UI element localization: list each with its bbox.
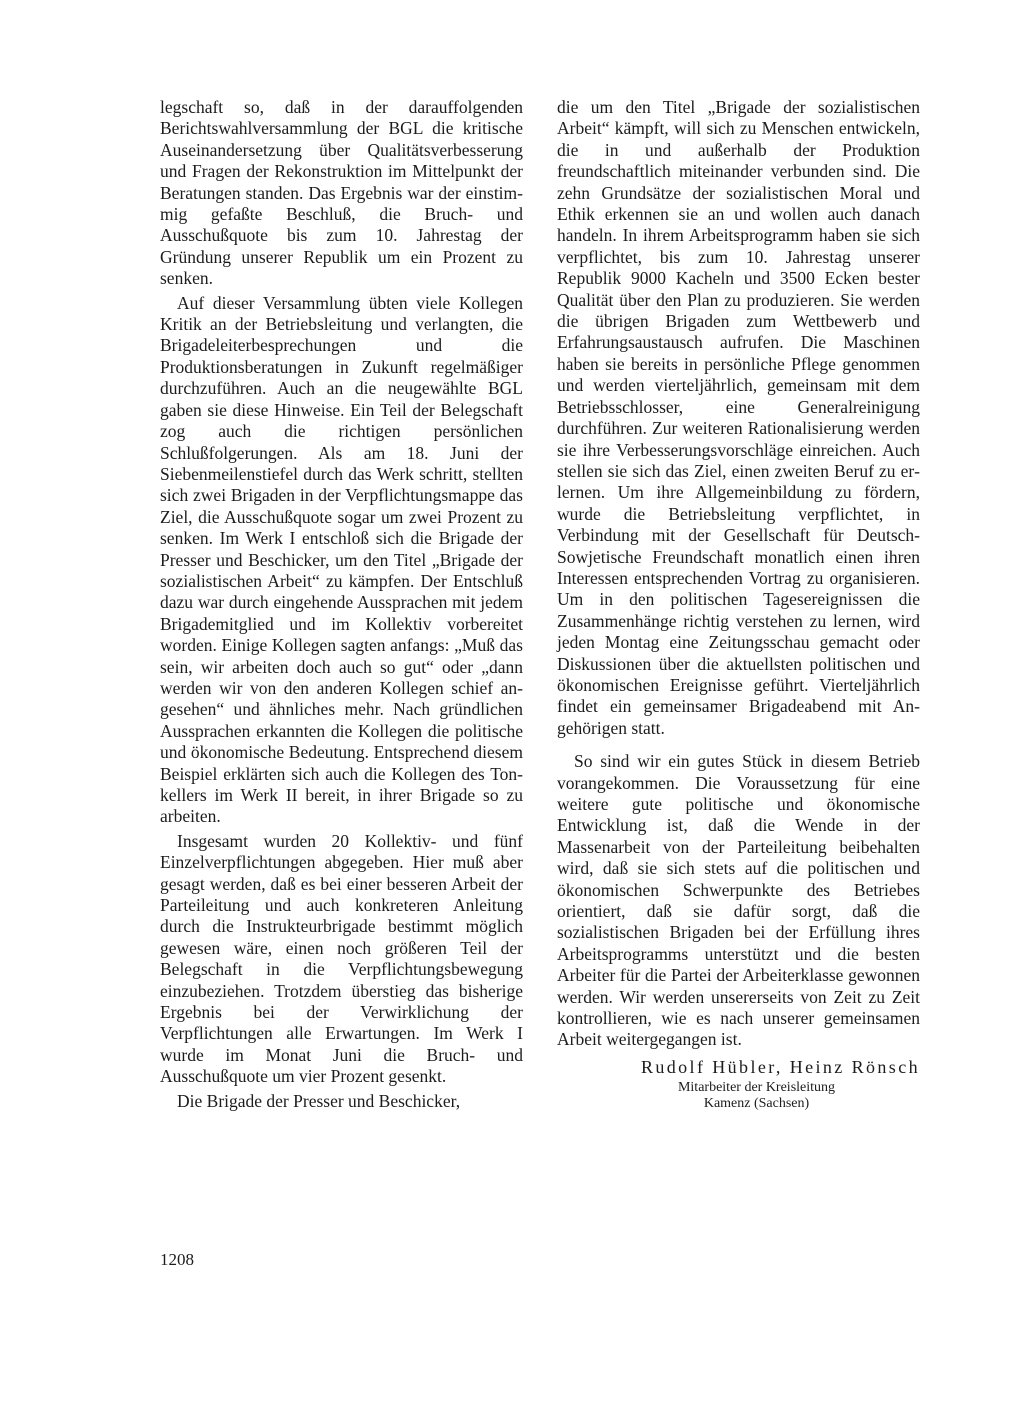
page-number: 1208 <box>160 1250 194 1269</box>
affiliation-line-1: Mitarbeiter der Kreisleitung <box>677 1080 836 1096</box>
right-column <box>557 97 920 1112</box>
paragraph-1: legschaft so, daß in der darauffolgenden Berichtswahlversammlung der BGL die kritische Auseinandersetzung über Qualitätsverbesserung und Fragen der Rekonstruktion im Mittelpunkt der Beratungen standen. Das Ergebnis war der einstimmig gefaßte Beschluß, die Bruch- und Ausschußquote bis zum 10. Jahrestag der Gründung unserer Republik um ein Prozent zu senken. <box>160 97 523 289</box>
paragraph-6: So sind wir ein gutes Stück in diesem Betrieb vorangekommen. Die Voraussetzung für eine weitere gute politische und ökonomische Entwicklung ist, daß die Wende in der Massenarbeit von der Parteileitung beibehalten wird, daß sie sich stets auf die politischen und ökonomischen Schwerpunkte des Betriebes orientiert, daß sie dafür sorgt, daß die sozialistischen Brigaden bei der Erfüllung ihres Arbeitsprogramms unterstützt und die besten Arbeiter für die Partei der Arbeiterklasse gewonnen werden. Wir werden unsererseits von Zeit zu Zeit kontrollieren, wie es nach unserer gemeinsamen Arbeit weitergegangen ist. <box>557 751 920 1050</box>
affiliation-line-2: Kamenz (Sachsen) <box>703 1096 810 1112</box>
paragraph-4: Die Brigade der Presser und Beschicker, <box>177 1090 461 1111</box>
left-column <box>160 97 523 1112</box>
author-signature: Rudolf Hübler, Heinz Rönsch <box>640 1056 920 1077</box>
paragraph-5: die um den Titel „Brigade der sozialistischen Arbeit“ kämpft, will sich zu Menschen entwickeln, die in und außerhalb der Produktion freundschaftlich miteinander verbunden sind. Die zehn Grundsätze der sozialistischen Moral und Ethik erkennen sie an und wollen auch danach handeln. In ihrem Arbeitsprogramm haben sie sich verpflichtet, bis zum 10. Jahrestag unserer Republik 9000 Kacheln und 3500 Ecken bester Qualität über den Plan zu produzieren. Sie werden die übrigen Brigaden zum Wettbewerb und Erfahrungsaustausch aufrufen. Die Maschinen haben sie bereits in persönliche Pflege genommen und werden vierteljährlich, gemeinsam mit dem Betriebsschlosser, eine Generalreinigung durchführen. Zur weiteren Rationalisierung werden sie ihre Verbesserungsvorschläge einreichen. Auch stellen sie sich das Ziel, einen zweiten Beruf zu erlernen. Um ihre Allgemeinbildung zu fördern, wurde die Betriebsleitung verpflichtet, in Verbindung mit der Gesellschaft für Deutsch-Sowjetische Freundschaft monatlich einen ihren Interessen entsprechenden Vortrag zu organisieren. Um in den politischen Tagesereignissen die Zusammenhänge richtig verstehen zu lernen, wird jeden Montag eine Zeitungsschau gemacht oder Diskussionen über die aktuellsten politischen und ökonomischen Ereignisse geführt. Vierteljährlich findet ein gemeinsamer Brigadeabend mit Angehörigen statt. <box>557 97 920 738</box>
paragraph-3: Insgesamt wurden 20 Kollektiv- und fünf Einzelverpflichtungen abgegeben. Hier muß aber gesagt werden, daß es bei einer besseren Arbeit der Parteileitung und auch konkreteren Anleitung durch die Instrukteurbrigade bestimmt möglich gewesen wäre, einen noch größeren Teil der Belegschaft in die Verpflichtungsbewegung einzubeziehen. Trotzdem überstieg das bisherige Ergebnis bei der Verwirklichung der Verpflichtungen alle Erwartungen. Im Werk I wurde im Monat Juni die Bruch- und Ausschußquote um vier Prozent gesenkt. <box>160 830 523 1087</box>
author-affiliation <box>557 1080 920 1112</box>
paragraph-2: Auf dieser Versammlung übten viele Kollegen Kritik an der Betriebsleitung und verlangten, die Brigadeleiterbesprechungen und die Produktionsberatungen in Zukunft regelmäßiger durchzuführen. Auch an die neugewählte BGL gaben sie diese Hinweise. Ein Teil der Belegschaft zog auch die richtigen persönlichen Schlußfolgerungen. Als am 18. Juni der Siebenmeilenstiefel durch das Werk schritt, stellten sich zwei Brigaden in der Verpflichtungsmappe das Ziel, die Ausschußquote sogar um zwei Prozent zu senken. Im Werk I entschloß sich die Brigade der Presser und Beschicker, um den Titel „Brigade der sozialistischen Arbeit“ zu kämpfen. Der Entschluß dazu war durch eingehende Aussprachen mit jedem Brigademitglied und im Kollektiv vorbereitet worden. Einige Kollegen sagten anfangs: „Muß das sein, wir arbeiten doch auch so gut“ oder „dann werden wir von den anderen Kollegen schief angesehen“ und ähnliches mehr. Nach gründlichen Aussprachen erkannten die Kollegen die politische und ökonomische Bedeutung. Entsprechend diesem Beispiel erklärten sich auch die Kollegen des Tonkellers im Werk II bereit, in ihrer Brigade so zu arbeiten. <box>160 292 523 827</box>
